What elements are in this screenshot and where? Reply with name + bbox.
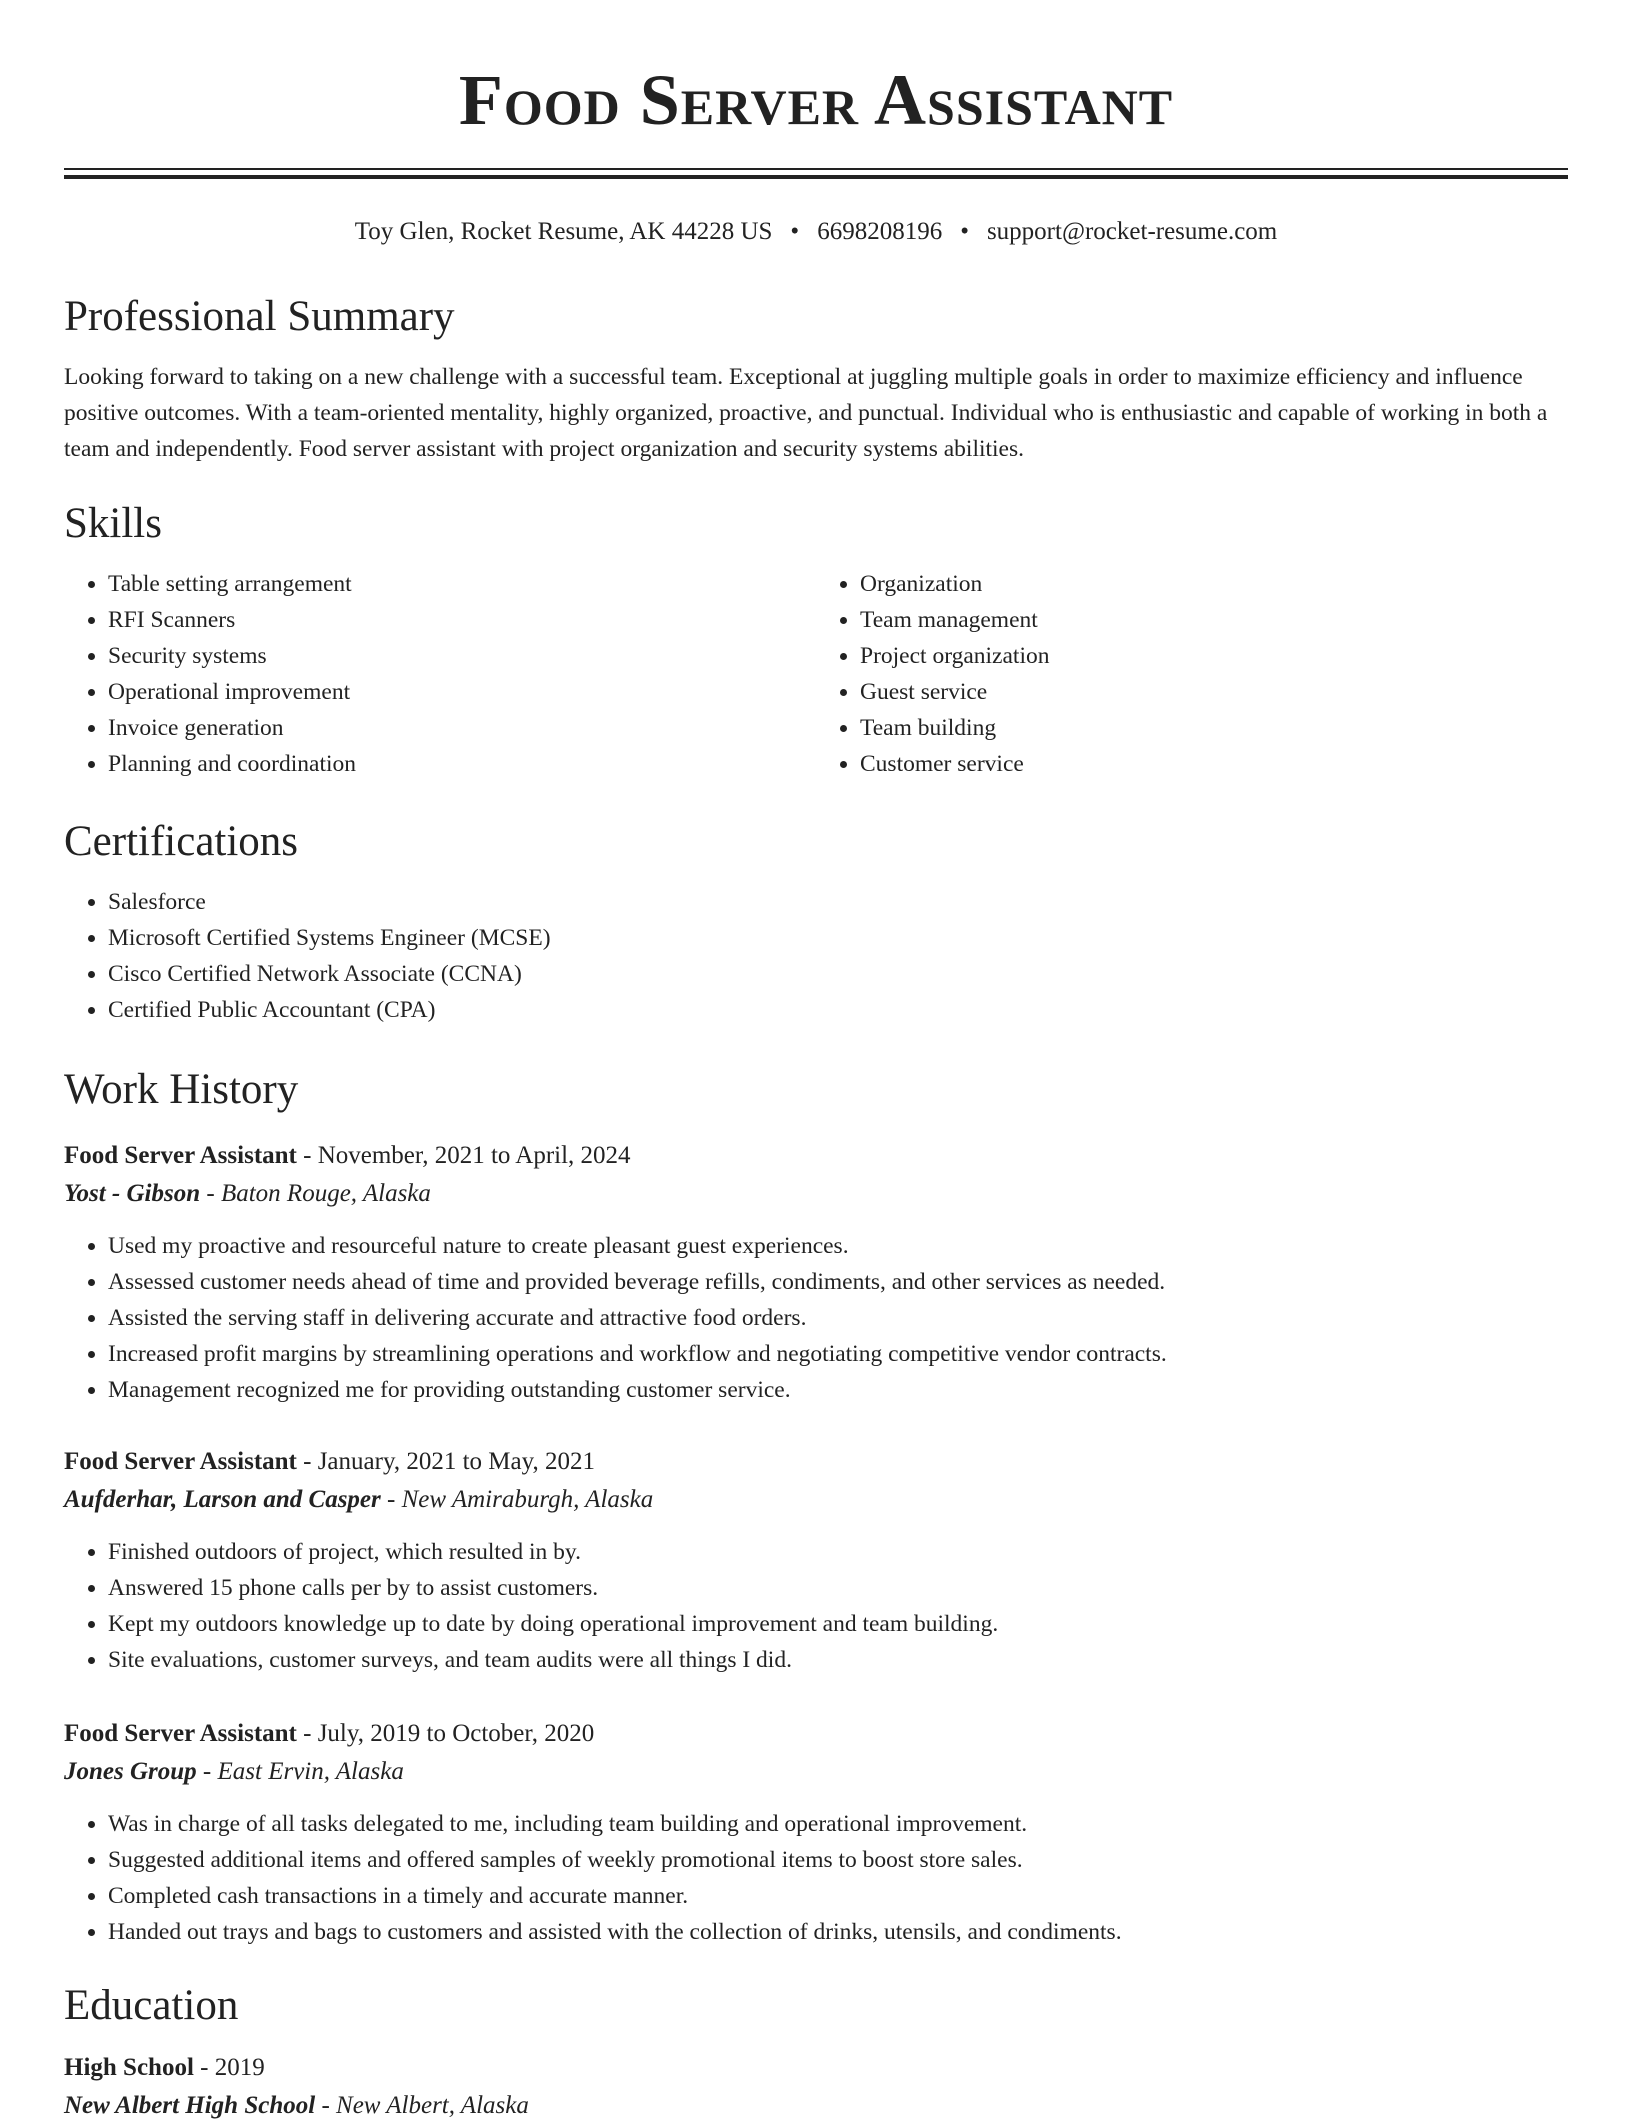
contact-email: support@rocket-resume.com xyxy=(986,218,1278,245)
responsibility-item: • Suggested additional items and offered samples of weekly promotional items to boost store sales. xyxy=(108,1842,1568,1878)
summary-text: Looking forward to taking on a new challenge with a successful team. Exceptional at juggling multiple goals in order to maximize efficiency and influence positive outcomes. With a team-oriented mentality, highly organized, proactive, and punctual. Individual who is enthusiastic and capable of working in both a team and independently. Food server assistant with project organization and security systems abilities. xyxy=(64,364,1548,462)
job-dates: July, 2019 to October, 2020 xyxy=(317,1720,595,1747)
skills-heading: Skills xyxy=(64,500,162,547)
job-company-line: Jones Group - East Ervin, Alaska xyxy=(64,1758,404,1785)
responsibility-item: • Site evaluations, customer surveys, and team audits were all things I did. xyxy=(108,1642,1568,1678)
job-responsibilities xyxy=(64,1228,1568,1408)
certification-item: • Cisco Certified Network Associate (CCNA) xyxy=(108,956,1568,992)
skill-item: • Planning and coordination xyxy=(108,746,816,782)
certification-item: • Certified Public Accountant (CPA) xyxy=(108,992,1568,1028)
education-section xyxy=(64,1980,1568,2126)
certifications-heading: Certifications xyxy=(64,818,299,865)
certifications-section xyxy=(64,816,1568,1028)
contact-separator: • xyxy=(960,218,969,245)
job-location: New Amiraburgh, Alaska xyxy=(401,1486,654,1513)
skill-item: • Security systems xyxy=(108,638,816,674)
responsibility-item: • Assisted the serving staff in delivering accurate and attractive food orders. xyxy=(108,1300,1568,1336)
summary-section xyxy=(64,291,1568,467)
job-dates: January, 2021 to May, 2021 xyxy=(317,1448,595,1475)
responsibility-item: • Handed out trays and bags to customers and assisted with the collection of drinks, utensils, and condiments. xyxy=(108,1914,1568,1950)
job-company-line: Aufderhar, Larson and Casper - New Amiraburgh, Alaska xyxy=(64,1486,654,1513)
responsibility-item: • Kept my outdoors knowledge up to date by doing operational improvement and team building. xyxy=(108,1606,1568,1642)
skills-list-left xyxy=(64,566,816,782)
job-company: Jones Group xyxy=(64,1758,197,1785)
skill-item: • Customer service xyxy=(860,746,1568,782)
job-company: Yost - Gibson xyxy=(64,1180,201,1207)
education-school: New Albert High School xyxy=(64,2092,316,2119)
job-title-line: Food Server Assistant - November, 2021 to April, 2024 xyxy=(64,1142,631,1169)
education-school-line: New Albert High School - New Albert, Alaska xyxy=(64,2092,529,2119)
job-location: Baton Rouge, Alaska xyxy=(220,1180,431,1207)
job-dates: November, 2021 to April, 2024 xyxy=(317,1142,631,1169)
education-heading: Education xyxy=(64,1982,239,2029)
responsibility-item: • Answered 15 phone calls per by to assist customers. xyxy=(108,1570,1568,1606)
skill-item: • Guest service xyxy=(860,674,1568,710)
work-history-section xyxy=(64,1064,1568,1116)
responsibility-item: • Finished outdoors of project, which resulted in by. xyxy=(108,1534,1568,1570)
responsibility-item: • Used my proactive and resourceful nature to create pleasant guest experiences. xyxy=(108,1228,1568,1264)
skill-item: • Organization xyxy=(860,566,1568,602)
contact-separator: • xyxy=(790,218,800,245)
contact-address: Toy Glen, Rocket Resume, AK 44228 US xyxy=(354,218,773,245)
education-degree: High School xyxy=(64,2054,194,2081)
resume-name: Food Server Assistant xyxy=(458,60,1174,140)
header-divider-thin xyxy=(64,168,1568,170)
summary-heading: Professional Summary xyxy=(64,293,455,340)
education-year: 2019 xyxy=(214,2054,265,2081)
certifications-list xyxy=(64,884,1568,1028)
job-title-line: Food Server Assistant - July, 2019 to October, 2020 xyxy=(64,1720,595,1747)
job-entry xyxy=(64,1444,1568,1678)
job-responsibilities xyxy=(64,1534,1568,1678)
skill-item: • Team management xyxy=(860,602,1568,638)
job-title: Food Server Assistant xyxy=(64,1142,297,1169)
contact-line xyxy=(64,214,1568,250)
skills-columns xyxy=(64,566,1568,782)
job-entry xyxy=(64,1138,1568,1408)
skill-item: • Operational improvement xyxy=(108,674,816,710)
certification-item: • Microsoft Certified Systems Engineer (MCSE) xyxy=(108,920,1568,956)
responsibility-item: • Management recognized me for providing outstanding customer service. xyxy=(108,1372,1568,1408)
skills-section xyxy=(64,498,1568,782)
skill-item: • Team building xyxy=(860,710,1568,746)
education-location: New Albert, Alaska xyxy=(336,2092,529,2119)
work-history-heading: Work History xyxy=(64,1066,299,1113)
certification-item: • Salesforce xyxy=(108,884,1568,920)
job-responsibilities xyxy=(64,1806,1568,1950)
job-entry xyxy=(64,1716,1568,1950)
job-location: East Ervin, Alaska xyxy=(217,1758,404,1785)
job-title: Food Server Assistant xyxy=(64,1448,297,1475)
skills-list-right xyxy=(816,566,1568,782)
education-degree-line: High School - 2019 xyxy=(64,2054,265,2081)
contact-phone: 6698208196 xyxy=(817,218,943,245)
header-divider-thick xyxy=(64,175,1568,179)
responsibility-item: • Assessed customer needs ahead of time and provided beverage refills, condiments, and other services as needed. xyxy=(108,1264,1568,1300)
job-title: Food Server Assistant xyxy=(64,1720,297,1747)
job-company-line: Yost - Gibson - Baton Rouge, Alaska xyxy=(64,1180,431,1207)
job-company: Aufderhar, Larson and Casper xyxy=(64,1486,381,1513)
job-title-line: Food Server Assistant - January, 2021 to May, 2021 xyxy=(64,1448,595,1475)
skill-item: • Table setting arrangement xyxy=(108,566,816,602)
skill-item: • RFI Scanners xyxy=(108,602,816,638)
responsibility-item: • Increased profit margins by streamlining operations and workflow and negotiating competitive vendor contracts. xyxy=(108,1336,1568,1372)
responsibility-item: • Completed cash transactions in a timely and accurate manner. xyxy=(108,1878,1568,1914)
skill-item: • Project organization xyxy=(860,638,1568,674)
responsibility-item: • Was in charge of all tasks delegated to me, including team building and operational improvement. xyxy=(108,1806,1568,1842)
skill-item: • Invoice generation xyxy=(108,710,816,746)
